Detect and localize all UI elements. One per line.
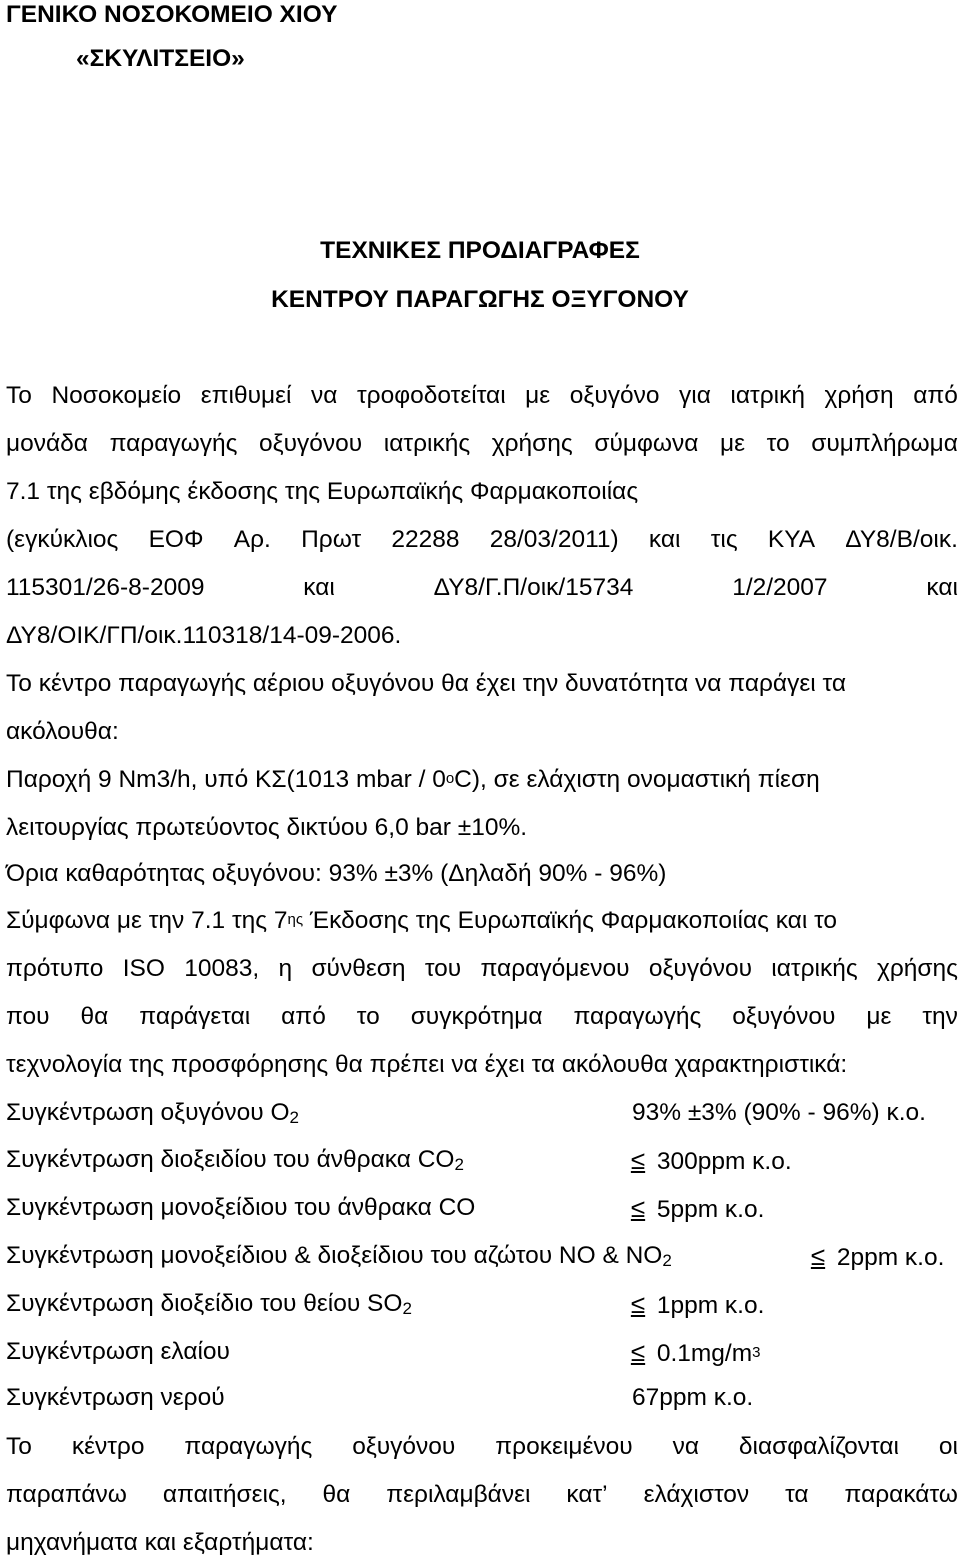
word: οι <box>938 1433 958 1460</box>
spec-label: Συγκέντρωση διοξείδιο του θείου $SO_2$ <box>6 1290 412 1318</box>
spec-value: 67ppm κ.ο. <box>632 1384 754 1411</box>
para1-line3: 7.1 της εβδόμης έκδοσης της Ευρωπαϊκής Φαρμακοποιίας <box>6 478 639 505</box>
spec-label: Συγκέντρωση οξυγόνου $O_2$ <box>6 1099 299 1127</box>
less-equal-symbol: ≤ <box>630 1193 646 1223</box>
edition-sup: ης <box>287 911 304 928</box>
spec-label: Συγκέντρωση ελαίου <box>6 1338 230 1365</box>
word: που <box>6 1003 50 1030</box>
hospital-subtitle: «ΣΚΥΛΙΤΣΕΙΟ» <box>76 45 245 72</box>
subscript: 2 <box>454 1155 464 1174</box>
word: τα <box>785 1481 809 1508</box>
spec-value: 93% ±3% (90% - 96%) κ.ο. <box>632 1099 926 1126</box>
para2-line4: λειτουργίας πρωτεύοντος δικτύου 6,0 bar ±10%. <box>6 814 528 841</box>
word: οξυγόνου <box>259 430 363 457</box>
word: παράγεται <box>139 1003 251 1030</box>
spec-label: Συγκέντρωση μονοξείδιου του άνθρακα CO <box>6 1194 476 1221</box>
word: συμπλήρωμα <box>811 430 958 457</box>
word: η <box>278 955 293 982</box>
less-equal-symbol: ≤ <box>810 1241 826 1271</box>
word: σύνθεση <box>311 955 406 982</box>
word: χρήση <box>824 382 894 409</box>
word: παραγόμενου <box>480 955 630 982</box>
word: με <box>720 430 746 457</box>
para1-line2 <box>6 429 958 459</box>
word: ISO <box>122 955 165 982</box>
word: περιλαμβάνει <box>386 1481 531 1508</box>
word: του <box>424 955 462 982</box>
word: σύμφωνα <box>594 430 699 457</box>
word: 10083, <box>184 955 260 982</box>
spec-value: ≤ 300ppm κ.ο. <box>626 1145 792 1177</box>
word: πρότυπο <box>6 955 104 982</box>
word: επιθυμεί <box>200 382 292 409</box>
spec-label: Συγκέντρωση νερού <box>6 1384 225 1411</box>
para3-text-cont: Έκδοσης της Ευρωπαϊκής Φαρμακοποιίας και το <box>303 907 838 934</box>
word: ΔΥ8/Β/οικ. <box>845 526 958 553</box>
word: Το <box>6 1433 32 1460</box>
word: συγκρότημα <box>410 1003 543 1030</box>
word: την <box>922 1003 958 1030</box>
less-equal-symbol: ≤ <box>630 1145 646 1175</box>
spec-value: ≤ 1ppm κ.ο. <box>626 1289 764 1321</box>
spec-label: Συγκέντρωση μονοξείδιου & διοξείδιου του αζώτου NO & $NO_2$ <box>6 1242 672 1270</box>
word: θα <box>322 1481 351 1508</box>
word: τις <box>710 526 738 553</box>
para4-line2 <box>6 1480 958 1510</box>
word: ΕΟΦ <box>148 526 204 553</box>
word: παραγωγής <box>573 1003 702 1030</box>
word: χρήσης <box>491 430 573 457</box>
para1-line4 <box>6 525 958 555</box>
word: χρήσης <box>876 955 958 982</box>
hospital-name: ΓΕΝΙΚΟ ΝΟΣΟΚΟΜΕΙΟ ΧΙΟΥ <box>6 1 338 28</box>
word: οξυγόνου <box>352 1433 456 1460</box>
word: ΚΥΑ <box>767 526 816 553</box>
para1-line6: ΔΥ8/ΟΙΚ/ΓΠ/οικ.110318/14-09-2006. <box>6 622 402 649</box>
word: παραγωγής <box>109 430 238 457</box>
word: μονάδα <box>6 430 88 457</box>
word: Νοσοκομείο <box>51 382 182 409</box>
para3-line4: τεχνολογία της προσφόρησης θα πρέπει να έχει τα ακόλουθα χαρακτηριστικά: <box>6 1051 848 1078</box>
para2-line3 <box>6 765 958 795</box>
word: θα <box>80 1003 109 1030</box>
spec-value: ≤ 2ppm κ.ο. <box>806 1241 944 1273</box>
word: προκειμένου <box>495 1433 633 1460</box>
word: για <box>679 382 711 409</box>
word: και <box>926 574 958 601</box>
word: τροφοδοτείται <box>356 382 506 409</box>
word: παραγωγής <box>184 1433 313 1460</box>
flow-rate-text: Παροχή 9 Nm3/h, υπό ΚΣ(1013 mbar / 0 <box>6 766 446 793</box>
subscript: 2 <box>289 1108 299 1127</box>
word: από <box>913 382 958 409</box>
subscript: 2 <box>402 1299 412 1318</box>
word: κατ’ <box>566 1481 608 1508</box>
word: και <box>303 574 335 601</box>
word: διασφαλίζονται <box>738 1433 899 1460</box>
para1-line1 <box>6 381 958 411</box>
para2-line5: Όρια καθαρότητας οξυγόνου: 93% ±3% (Δηλαδή 90% - 96%) <box>6 860 667 887</box>
para3-line3 <box>6 1002 958 1032</box>
word: το <box>356 1003 380 1030</box>
word: 115301/26-8-2009 <box>6 574 205 601</box>
word: οξυγόνου <box>648 955 752 982</box>
word: ιατρικής <box>771 955 858 982</box>
word: Το <box>6 382 32 409</box>
doc-title-line1: ΤΕΧΝΙΚΕΣ ΠΡΟΔΙΑΓΡΑΦΕΣ <box>320 237 640 264</box>
word: οξυγόνο <box>569 382 660 409</box>
word: οξυγόνου <box>732 1003 836 1030</box>
word: 28/03/2011) <box>489 526 619 553</box>
flow-rate-text-cont: C), σε ελάχιστη ονομαστική πίεση <box>454 766 820 793</box>
word: το <box>766 430 790 457</box>
word: παρακάτω <box>844 1481 958 1508</box>
para4-line1 <box>6 1432 958 1462</box>
word: να <box>672 1433 699 1460</box>
word: Αρ. <box>233 526 271 553</box>
para3-text: Σύμφωνα με την 7.1 της 7 <box>6 907 288 934</box>
subscript: 2 <box>662 1251 672 1270</box>
para3-line1 <box>6 906 958 936</box>
word: ελάχιστον <box>643 1481 750 1508</box>
word: 1/2/2007 <box>732 574 828 601</box>
para3-line2 <box>6 954 958 984</box>
word: ιατρική <box>730 382 805 409</box>
word: ιατρικής <box>383 430 471 457</box>
para1-line5 <box>6 573 958 603</box>
word: παραπάνω <box>6 1481 127 1508</box>
word: και <box>648 526 681 553</box>
superscript: 3 <box>752 1344 761 1361</box>
word: (εγκύκλιος <box>6 526 119 553</box>
word: με <box>525 382 551 409</box>
para2-line2: ακόλουθα: <box>6 718 119 745</box>
less-equal-symbol: ≤ <box>630 1337 646 1367</box>
spec-label: Συγκέντρωση διοξειδίου του άνθρακα $CO_2$ <box>6 1146 464 1174</box>
spec-value: ≤ 5ppm κ.ο. <box>626 1193 764 1225</box>
word: Πρωτ <box>301 526 362 553</box>
word: από <box>281 1003 326 1030</box>
degree-sup: o <box>445 770 455 787</box>
word: με <box>866 1003 892 1030</box>
word: κέντρο <box>71 1433 145 1460</box>
para4-line3: μηχανήματα και εξαρτήματα: <box>6 1529 314 1556</box>
spec-value: ≤ $0.1mg/m^3$ <box>626 1337 760 1369</box>
word: 22288 <box>391 526 460 553</box>
less-equal-symbol: ≤ <box>630 1289 646 1319</box>
doc-title-line2: ΚΕΝΤΡΟΥ ΠΑΡΑΓΩΓΗΣ ΟΞΥΓΟΝΟΥ <box>271 286 689 313</box>
word: ΔΥ8/Γ.Π/οικ/15734 <box>433 574 634 601</box>
word: να <box>311 382 338 409</box>
para2-line1: Το κέντρο παραγωγής αέριου οξυγόνου θα έχει την δυνατότητα να παράγει τα <box>6 670 846 697</box>
word: απαιτήσεις, <box>162 1481 287 1508</box>
